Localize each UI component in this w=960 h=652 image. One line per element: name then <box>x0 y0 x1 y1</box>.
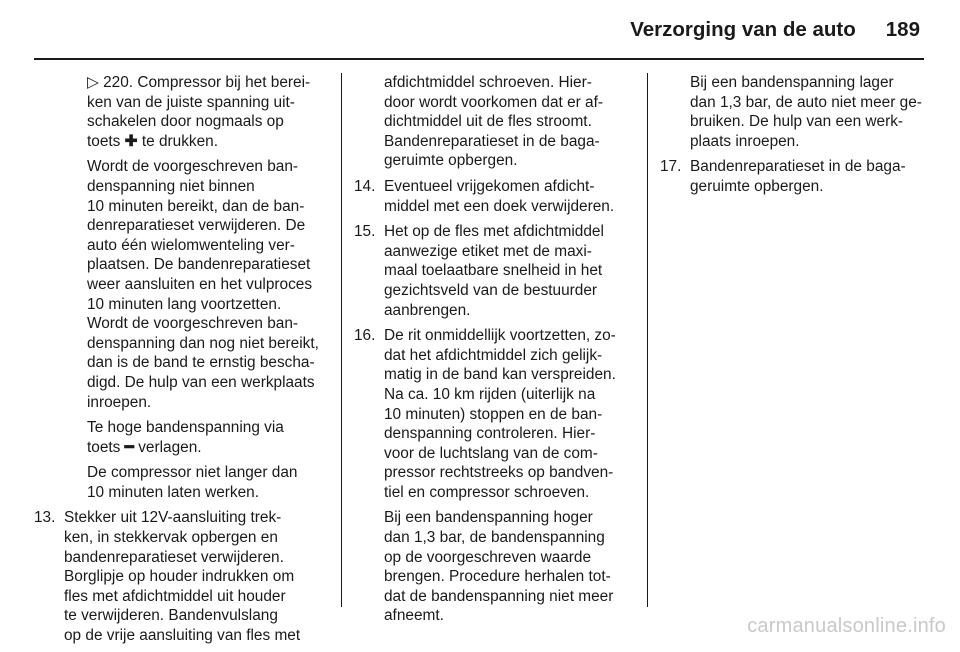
text-line: Bij een bandenspanning lager <box>690 74 894 91</box>
page-title: Verzorging van de auto <box>630 18 856 41</box>
text-line: dan is de band te ernstig bescha- <box>87 354 315 372</box>
text-line: afdichtmiddel schroeven. Hier- <box>384 74 592 91</box>
text-line: schakelen door nogmaals op <box>87 113 284 131</box>
step-number: 14. <box>354 177 376 195</box>
step-number: 17. <box>660 158 682 176</box>
paragraph-compressor-time <box>34 463 330 502</box>
text-line: door wordt voorkomen dat er af- <box>384 93 603 111</box>
text-line: bandenreparatieset verwijderen. <box>64 548 284 566</box>
step-16-pressure-low <box>660 73 930 151</box>
page-header <box>630 18 920 42</box>
text-line: Wordt de voorgeschreven ban- <box>87 315 299 333</box>
text-line: ken, in stekkervak opbergen en <box>64 529 278 547</box>
page-number: 189 <box>885 18 920 41</box>
text-line: op de voorgeschreven waarde <box>384 548 592 566</box>
text-line: dichtmiddel uit de fles stroomt. <box>384 113 592 131</box>
text-line: tiel en compressor schroeven. <box>384 483 590 501</box>
column-2 <box>354 73 638 632</box>
text-line: te verwijderen. Bandenvulslang <box>64 607 278 625</box>
column-divider <box>341 73 342 607</box>
text-line: Het op de fles met afdichtmiddel <box>384 223 604 241</box>
text-line: geruimte opbergen. <box>384 152 518 170</box>
step-number: 15. <box>354 223 376 241</box>
text-line: auto één wielomwenteling ver- <box>87 236 295 254</box>
watermark-footer: carmanualsonline.info <box>747 615 946 637</box>
paragraph-pressure-not-reached <box>34 157 330 412</box>
text-line: matig in de band kan verspreiden. <box>384 366 616 384</box>
text-line: aanwezige etiket met de maxi- <box>384 242 592 260</box>
text-line: denspanning niet binnen <box>87 177 255 195</box>
text-line: De compressor niet langer dan <box>87 464 298 482</box>
text-line: Bandenreparatieset in de baga- <box>384 132 600 150</box>
text-line: aanbrengen. <box>384 301 471 319</box>
text-line: denspanning controleren. Hier- <box>384 425 596 443</box>
step-16-pressure-high <box>354 508 638 626</box>
minus-icon: ━ <box>124 438 134 456</box>
text-line: dan 1,3 bar, de bandenspanning <box>384 529 605 547</box>
text-line: Te hoge bandenspanning via <box>87 419 284 437</box>
text-line: digd. De hulp van een werkplaats <box>87 373 315 391</box>
text-line: plaatsen. De bandenreparatieset <box>87 256 311 274</box>
text-line: toets ━ verlagen. <box>87 438 202 456</box>
plus-icon: ✚ <box>124 132 138 150</box>
text-line: middel met een doek verwijderen. <box>384 197 615 215</box>
step-16 <box>354 326 638 502</box>
step-number: 13. <box>34 509 56 527</box>
text-line: fles met afdichtmiddel uit houder <box>64 587 286 605</box>
text-line: geruimte opbergen. <box>690 177 824 195</box>
text-line: De rit onmiddellijk voortzetten, zo- <box>384 327 616 345</box>
text-line: denspanning dan nog niet bereikt, <box>87 334 319 352</box>
text-line: maal toelaatbare snelheid in het <box>384 262 603 280</box>
text-line: Na ca. 10 km rijden (uiterlijk na <box>384 385 596 403</box>
column-1 <box>34 73 330 652</box>
text-line: dat de bandenspanning niet meer <box>384 587 614 605</box>
text-line: 10 minuten) stoppen en de ban- <box>384 405 603 423</box>
step-13-continued <box>354 73 638 171</box>
text-line: 10 minuten laten werken. <box>87 483 259 501</box>
column-divider <box>647 73 648 607</box>
text-line: toets ✚ te drukken. <box>87 132 218 150</box>
header-rule <box>34 58 924 60</box>
text-line: dan 1,3 bar, de auto niet meer ge- <box>690 93 922 111</box>
step-13 <box>34 508 330 645</box>
text-line: brengen. Procedure herhalen tot- <box>384 568 611 586</box>
paragraph-pressure-too-high <box>34 418 330 457</box>
text-line: plaats inroepen. <box>690 132 800 150</box>
text-line: bruiken. De hulp van een werk- <box>690 113 904 131</box>
step-17 <box>660 157 930 196</box>
step-15 <box>354 222 638 320</box>
text-line: weer aansluiten en het vulproces <box>87 275 313 293</box>
paragraph-compressor-off <box>34 73 330 151</box>
text-line: Stekker uit 12V-aansluiting trek- <box>64 509 282 527</box>
text-line: dat het afdichtmiddel zich gelijk- <box>384 346 603 364</box>
text-line: ▷ 220. Compressor bij het berei- <box>87 74 311 91</box>
text-line: Bandenreparatieset in de baga- <box>690 158 906 176</box>
text-line: afneemt. <box>384 607 444 625</box>
text-line: inroepen. <box>87 393 152 411</box>
text-line: op de vrije aansluiting van fles met <box>64 627 301 645</box>
text-line: ken van de juiste spanning uit- <box>87 93 295 111</box>
text-line: Wordt de voorgeschreven ban- <box>87 158 299 176</box>
text-line: 10 minuten lang voortzetten. <box>87 295 282 313</box>
text-line: Borglipje op houder indrukken om <box>64 568 295 586</box>
column-3 <box>660 73 930 203</box>
text-line: pressor rechtstreeks op bandven- <box>384 464 614 482</box>
text-line: 10 minuten bereikt, dan de ban- <box>87 197 305 215</box>
text-line: voor de luchtslang van de com- <box>384 444 598 462</box>
text-line: gezichtsveld van de bestuurder <box>384 281 598 299</box>
step-number: 16. <box>354 327 376 345</box>
text-line: Eventueel vrijgekomen afdicht- <box>384 177 595 195</box>
text-line: denreparatieset verwijderen. De <box>87 217 306 235</box>
text-line: Bij een bandenspanning hoger <box>384 509 593 527</box>
step-14 <box>354 177 638 216</box>
